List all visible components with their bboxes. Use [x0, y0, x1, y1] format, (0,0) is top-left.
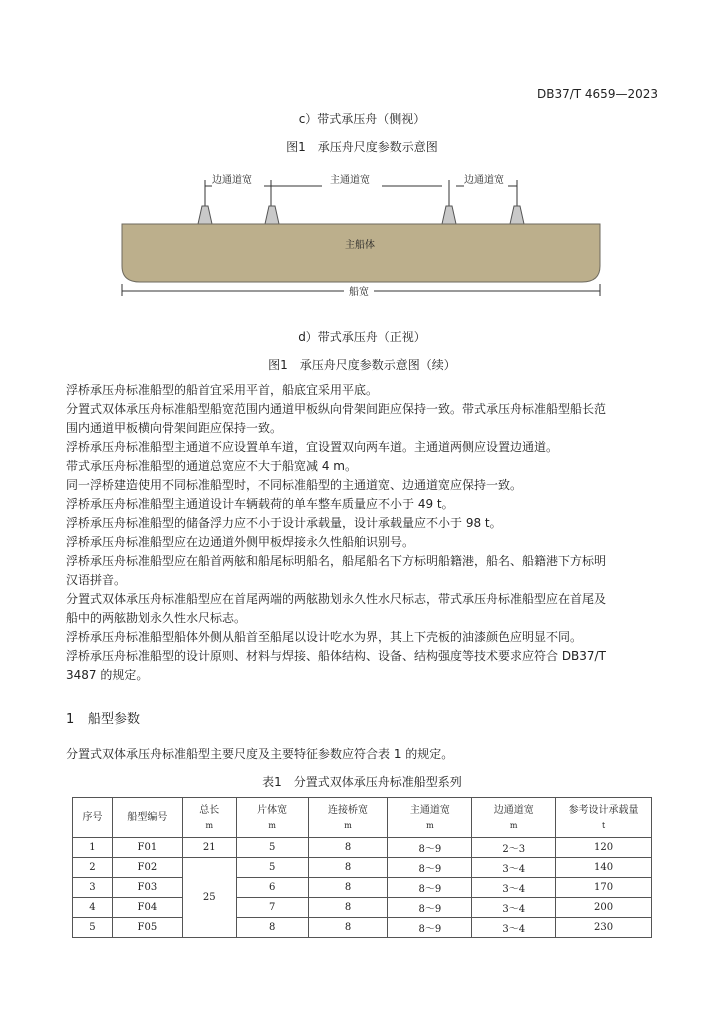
- column-4: [510, 206, 524, 224]
- main-hull: [122, 224, 600, 282]
- table-row: 4 F04 7 8 8～9 3～4 200: [73, 898, 652, 918]
- hull-diagram: [112, 166, 612, 300]
- header-main-channel: 主通道宽 m: [388, 798, 472, 838]
- body-text: [66, 381, 658, 685]
- figure-title: 图1 承压舟尺度参数示意图: [286, 140, 438, 154]
- paragraph-line: 浮桥承压舟标准船型的设计原则、材料与焊接、船体结构、设备、结构强度等技术要求应符合 DB37/T: [66, 649, 606, 663]
- paragraph-line: 浮桥承压舟标准船型应在船首两舷和船尾标明船名，船尾船名下方标明船籍港，船名、船籍港下方标明: [66, 554, 607, 568]
- paragraph-line: 浮桥承压舟标准船型主通道设计车辆载荷的单车整车质量应不小于 49 t。: [66, 497, 454, 511]
- section-title: 船型参数: [88, 712, 141, 727]
- paragraph-line: 分置式双体承压舟标准船型应在首尾两端的两舷勘划永久性水尺标志，带式承压舟标准船型应在首尾及: [66, 592, 607, 606]
- section-heading: [66, 708, 140, 727]
- paragraph-line: 分置式双体承压舟标准船型船宽范围内通道甲板纵向骨架间距应保持一致。带式承压舟标准船型船长范: [66, 402, 607, 416]
- header-side-channel: 边通道宽 m: [472, 798, 556, 838]
- paragraph-line: 浮桥承压舟标准船型的储备浮力应不小于设计承载量，设计承载量应不小于 98 t。: [66, 516, 502, 530]
- table-row: 2 F02 25 5 8 8～9 3～4 140: [73, 858, 652, 878]
- paragraph-line: 浮桥承压舟标准船型的船首宜采用平首，船底宜采用平底。: [66, 383, 379, 397]
- caption-front-view: d）带式承压舟（正视）: [298, 330, 426, 344]
- paragraph-line: 带式承压舟标准船型的通道总宽应不大于船宽减 4 m。: [66, 459, 357, 473]
- paragraph-line: 3487 的规定。: [66, 668, 149, 682]
- section-number: 1: [66, 712, 75, 727]
- table-row: 5 F05 8 8 8～9 3～4 230: [73, 918, 652, 938]
- table-row: 1 F01 21 5 8 8～9 2～3 120: [73, 838, 652, 858]
- hull-label: 主船体: [345, 240, 375, 251]
- column-3: [442, 206, 456, 224]
- header-length: 总长 m: [182, 798, 236, 838]
- column-1: [198, 206, 212, 224]
- table-intro: 分置式双体承压舟标准船型主要尺度及主要特征参数应符合表 1 的规定。: [66, 747, 454, 761]
- paragraph-line: 汉语拼音。: [66, 573, 127, 587]
- paragraph-line: 浮桥承压舟标准船型应在边通道外侧甲板焊接永久性船舶识别号。: [66, 535, 415, 549]
- paragraph-line: 浮桥承压舟标准船型船体外侧从船首至船尾以设计吃水为界，其上下壳板的油漆颜色应明显不同。: [66, 630, 583, 644]
- header-bridge-width: 连接桥宽 m: [308, 798, 388, 838]
- paragraph-line: 同一浮桥建造使用不同标准船型时，不同标准船型的主通道宽、边通道宽应保持一致。: [66, 478, 523, 492]
- header-hull-width: 片体宽 m: [236, 798, 308, 838]
- caption-side-view: c）带式承压舟（侧视）: [298, 112, 426, 126]
- paragraph-line: 浮桥承压舟标准船型主通道不应设置单车道，宜设置双向两车道。主通道两侧应设置边通道。: [66, 440, 559, 454]
- figure-title-continued: 图1 承压舟尺度参数示意图（续）: [268, 358, 456, 372]
- parameter-table: [72, 797, 652, 938]
- header-code: 船型编号: [112, 798, 182, 838]
- main-channel-label: 主通道宽: [330, 175, 370, 186]
- table-title: 表1 分置式双体承压舟标准船型系列: [262, 775, 462, 789]
- side-channel-label-left: 边通道宽: [212, 175, 252, 186]
- column-2: [265, 206, 279, 224]
- header-no: 序号: [73, 798, 113, 838]
- paragraph-line: 船中的两舷勘划永久性水尺标志。: [66, 611, 247, 625]
- paragraph-line: 围内通道甲板横向骨架间距应保持一致。: [66, 421, 283, 435]
- support-columns: [198, 206, 524, 224]
- header-load: 参考设计承载量 t: [556, 798, 652, 838]
- document-id: DB37/T 4659—2023: [536, 87, 658, 101]
- table-row: 3 F03 6 8 8～9 3～4 170: [73, 878, 652, 898]
- side-channel-label-right: 边通道宽: [464, 175, 504, 186]
- beam-label: 船宽: [349, 287, 369, 298]
- table-header-row: [73, 798, 652, 838]
